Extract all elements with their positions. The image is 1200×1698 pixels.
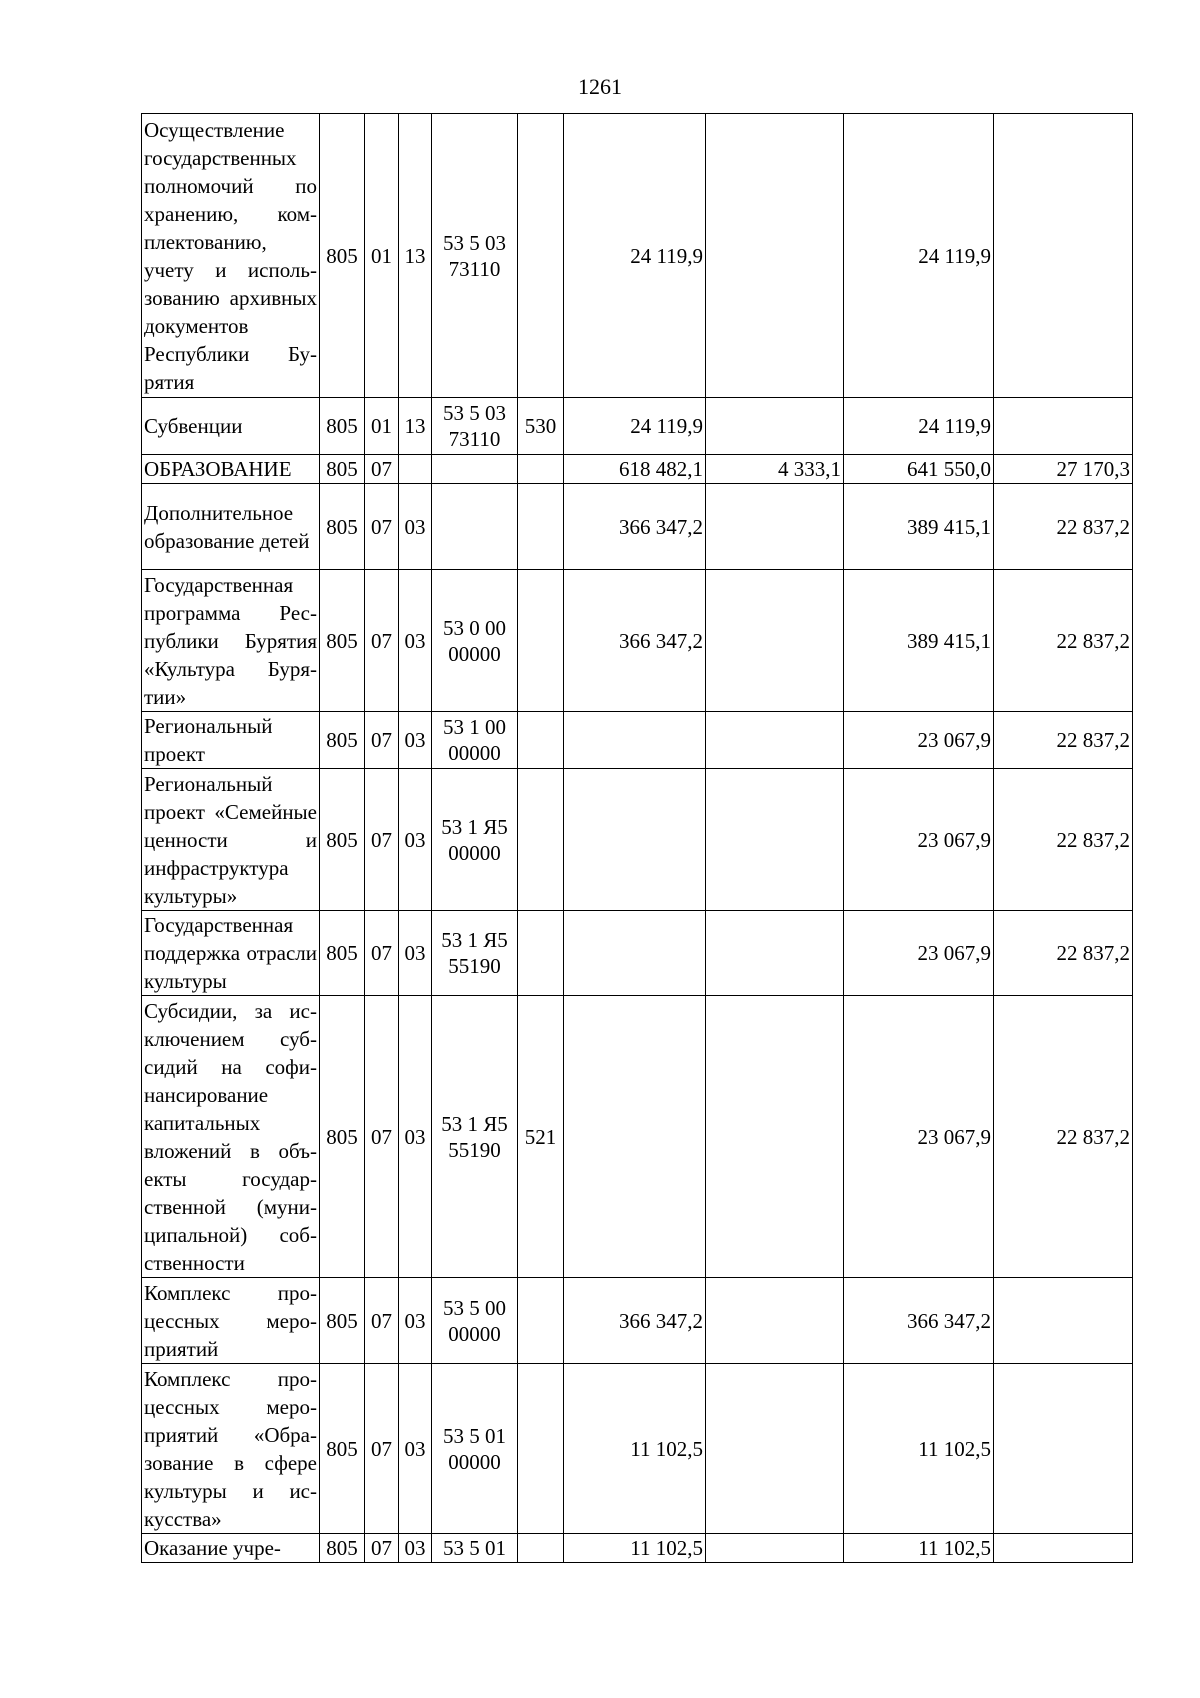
sum-cell-4 <box>994 398 1133 455</box>
target-article-code: 53 1 Я5 55190 <box>432 911 518 996</box>
subsection-code: 13 <box>399 114 432 398</box>
grbs-code: 805 <box>320 114 365 398</box>
sum-cell-1: 24 119,9 <box>564 114 706 398</box>
table-body <box>142 114 1133 1563</box>
sum-cell-2 <box>706 1534 844 1563</box>
expense-type-code <box>518 911 564 996</box>
expense-type-code <box>518 570 564 712</box>
sum-cell-3: 24 119,9 <box>844 114 994 398</box>
sum-cell-4: 22 837,2 <box>994 484 1133 570</box>
row-name: Комплекс процессных мероприятий <box>142 1278 320 1364</box>
sum-cell-1: 24 119,9 <box>564 398 706 455</box>
subsection-code: 03 <box>399 769 432 911</box>
section-code: 07 <box>365 484 399 570</box>
sum-cell-1 <box>564 769 706 911</box>
sum-cell-2 <box>706 1278 844 1364</box>
sum-cell-4: 22 837,2 <box>994 769 1133 911</box>
section-code: 01 <box>365 398 399 455</box>
sum-cell-2 <box>706 114 844 398</box>
sum-cell-1: 11 102,5 <box>564 1534 706 1563</box>
subsection-code: 03 <box>399 996 432 1278</box>
expense-type-code <box>518 114 564 398</box>
table-row <box>142 570 1133 712</box>
sum-cell-1: 366 347,2 <box>564 484 706 570</box>
table-row <box>142 484 1133 570</box>
sum-cell-3: 641 550,0 <box>844 455 994 484</box>
target-article-code: 53 1 Я5 00000 <box>432 769 518 911</box>
section-code: 07 <box>365 911 399 996</box>
table-row <box>142 769 1133 911</box>
target-article-code: 53 5 01 00000 <box>432 1364 518 1534</box>
expense-type-code <box>518 769 564 911</box>
target-article-code: 53 0 00 00000 <box>432 570 518 712</box>
sum-cell-4 <box>994 1364 1133 1534</box>
sum-cell-3: 11 102,5 <box>844 1534 994 1563</box>
sum-cell-2 <box>706 911 844 996</box>
grbs-code: 805 <box>320 996 365 1278</box>
budget-table <box>141 113 1133 1563</box>
sum-cell-3: 11 102,5 <box>844 1364 994 1534</box>
section-code: 07 <box>365 455 399 484</box>
sum-cell-2 <box>706 398 844 455</box>
table-row <box>142 455 1133 484</box>
target-article-code: 53 5 00 00000 <box>432 1278 518 1364</box>
row-name: Комплекс процессных мероприятий «Образование в сфере культуры и искусства» <box>142 1364 320 1534</box>
grbs-code: 805 <box>320 484 365 570</box>
sum-cell-1: 618 482,1 <box>564 455 706 484</box>
subsection-code: 03 <box>399 570 432 712</box>
table-row <box>142 996 1133 1278</box>
target-article-code: 53 1 00 00000 <box>432 712 518 769</box>
sum-cell-3: 23 067,9 <box>844 712 994 769</box>
grbs-code: 805 <box>320 769 365 911</box>
section-code: 07 <box>365 996 399 1278</box>
sum-cell-2 <box>706 570 844 712</box>
table-row <box>142 398 1133 455</box>
sum-cell-1 <box>564 911 706 996</box>
grbs-code: 805 <box>320 398 365 455</box>
sum-cell-1: 366 347,2 <box>564 1278 706 1364</box>
sum-cell-2 <box>706 996 844 1278</box>
grbs-code: 805 <box>320 1364 365 1534</box>
expense-type-code <box>518 455 564 484</box>
row-name: Региональный проект «Семейные ценности и инфраструктура культуры» <box>142 769 320 911</box>
sum-cell-1: 366 347,2 <box>564 570 706 712</box>
sum-cell-4: 27 170,3 <box>994 455 1133 484</box>
sum-cell-3: 23 067,9 <box>844 996 994 1278</box>
table-row <box>142 712 1133 769</box>
sum-cell-4: 22 837,2 <box>994 570 1133 712</box>
sum-cell-4 <box>994 114 1133 398</box>
sum-cell-4: 22 837,2 <box>994 712 1133 769</box>
sum-cell-2 <box>706 484 844 570</box>
sum-cell-2 <box>706 1364 844 1534</box>
sum-cell-4: 22 837,2 <box>994 996 1133 1278</box>
table-row <box>142 1278 1133 1364</box>
subsection-code: 03 <box>399 712 432 769</box>
section-code: 07 <box>365 570 399 712</box>
subsection-code: 13 <box>399 398 432 455</box>
section-code: 07 <box>365 1278 399 1364</box>
sum-cell-2 <box>706 769 844 911</box>
target-article-code <box>432 455 518 484</box>
sum-cell-3: 366 347,2 <box>844 1278 994 1364</box>
sum-cell-4: 22 837,2 <box>994 911 1133 996</box>
row-name: Государственная поддержка отрасли культуры <box>142 911 320 996</box>
subsection-code: 03 <box>399 1534 432 1563</box>
subsection-code: 03 <box>399 1278 432 1364</box>
sum-cell-4 <box>994 1534 1133 1563</box>
expense-type-code <box>518 1364 564 1534</box>
section-code: 07 <box>365 1364 399 1534</box>
target-article-code: 53 5 03 73110 <box>432 398 518 455</box>
grbs-code: 805 <box>320 1534 365 1563</box>
grbs-code: 805 <box>320 911 365 996</box>
sum-cell-3: 389 415,1 <box>844 570 994 712</box>
subsection-code: 03 <box>399 1364 432 1534</box>
subsection-code <box>399 455 432 484</box>
section-code: 07 <box>365 712 399 769</box>
row-name: Дополнительное образование детей <box>142 484 320 570</box>
table-row <box>142 1534 1133 1563</box>
table-row <box>142 114 1133 398</box>
sum-cell-1: 11 102,5 <box>564 1364 706 1534</box>
sum-cell-3: 23 067,9 <box>844 769 994 911</box>
sum-cell-3: 24 119,9 <box>844 398 994 455</box>
expense-type-code <box>518 484 564 570</box>
grbs-code: 805 <box>320 570 365 712</box>
sum-cell-4 <box>994 1278 1133 1364</box>
grbs-code: 805 <box>320 712 365 769</box>
subsection-code: 03 <box>399 484 432 570</box>
sum-cell-3: 23 067,9 <box>844 911 994 996</box>
row-name: Региональный проект <box>142 712 320 769</box>
row-name: Оказание учре- <box>142 1534 320 1563</box>
section-code: 01 <box>365 114 399 398</box>
grbs-code: 805 <box>320 455 365 484</box>
target-article-code: 53 5 03 73110 <box>432 114 518 398</box>
section-code: 07 <box>365 769 399 911</box>
subsection-code: 03 <box>399 911 432 996</box>
page-number: 1261 <box>578 74 622 99</box>
sum-cell-2: 4 333,1 <box>706 455 844 484</box>
table-row <box>142 911 1133 996</box>
sum-cell-2 <box>706 712 844 769</box>
section-code: 07 <box>365 1534 399 1563</box>
row-name: Субсидии, за исключением субсидий на софинансирование капитальных вложений в объекты государственной (муниципальной) собственности <box>142 996 320 1278</box>
grbs-code: 805 <box>320 1278 365 1364</box>
row-name: Субвенции <box>142 398 320 455</box>
sum-cell-1 <box>564 712 706 769</box>
expense-type-code <box>518 1278 564 1364</box>
target-article-code: 53 5 01 <box>432 1534 518 1563</box>
row-name: ОБРАЗОВАНИЕ <box>142 455 320 484</box>
sum-cell-3: 389 415,1 <box>844 484 994 570</box>
target-article-code <box>432 484 518 570</box>
expense-type-code <box>518 1534 564 1563</box>
row-name: Государственная программа Республики Бурятия «Культура Бурятии» <box>142 570 320 712</box>
target-article-code: 53 1 Я5 55190 <box>432 996 518 1278</box>
sum-cell-1 <box>564 996 706 1278</box>
expense-type-code: 530 <box>518 398 564 455</box>
expense-type-code: 521 <box>518 996 564 1278</box>
expense-type-code <box>518 712 564 769</box>
row-name: Осуществление государственных полномочий по хранению, комплектованию, учету и использованию архивных документов Республики Бурятия <box>142 114 320 398</box>
table-row <box>142 1364 1133 1534</box>
